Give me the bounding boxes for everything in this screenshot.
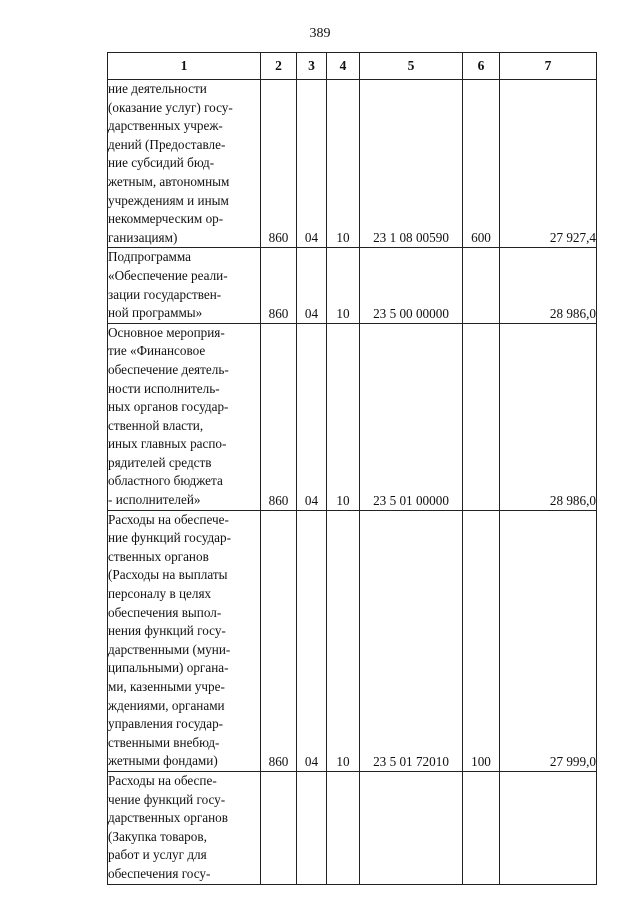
- table-row: [108, 771, 597, 884]
- description-line: обеспечения выпол-: [108, 604, 222, 620]
- description-line: ных органов государ-: [108, 399, 229, 415]
- description-line: - исполнителей»: [108, 492, 201, 508]
- description-line: персоналу в целях: [108, 586, 212, 602]
- description-cell: [108, 80, 261, 248]
- description-line: ственных органов: [108, 548, 209, 564]
- col-7-cell: 27 999,0: [500, 510, 597, 771]
- col-5-cell: 23 5 01 72010: [360, 510, 463, 771]
- description-cell: [108, 771, 261, 884]
- col-5-cell: 23 1 08 00590: [360, 80, 463, 248]
- column-header-6: 6: [463, 53, 500, 80]
- description-line: ственной власти,: [108, 417, 204, 433]
- description-line: обеспечения госу-: [108, 865, 211, 881]
- description-line: управления государ-: [108, 716, 224, 732]
- table-body: [108, 80, 597, 885]
- table-row: [108, 248, 597, 323]
- col-2-cell: 860: [261, 323, 297, 510]
- description-line: (Расходы на выплаты: [108, 567, 228, 583]
- description-cell: [108, 248, 261, 323]
- col-4-cell: 10: [327, 510, 360, 771]
- description-line: дарственных учреж-: [108, 118, 223, 134]
- col-4-cell: 10: [327, 323, 360, 510]
- column-header-5: 5: [360, 53, 463, 80]
- description-line: дарственных органов: [108, 810, 228, 826]
- col-7-cell: 28 986,0: [500, 323, 597, 510]
- col-6-cell: [463, 771, 500, 884]
- column-header-3: 3: [297, 53, 327, 80]
- description-line: дений (Предоставле-: [108, 136, 226, 152]
- description-line: ципальными) органа-: [108, 660, 229, 676]
- col-2-cell: 860: [261, 80, 297, 248]
- description-cell: [108, 510, 261, 771]
- description-line: чение функций госу-: [108, 791, 226, 807]
- column-header-1: 1: [108, 53, 261, 80]
- description-line: ганизациям): [108, 229, 178, 245]
- description-line: жетными фондами): [108, 753, 218, 769]
- description-line: обеспечение деятель-: [108, 361, 229, 377]
- description-line: ние субсидий бюд-: [108, 155, 215, 171]
- description-line: некоммерческим ор-: [108, 211, 224, 227]
- table-row: [108, 323, 597, 510]
- description-line: ние деятельности: [108, 81, 207, 96]
- col-6-cell: 100: [463, 510, 500, 771]
- description-line: рядителей средств: [108, 454, 212, 470]
- description-line: Расходы на обеспече-: [108, 511, 229, 527]
- col-2-cell: 860: [261, 510, 297, 771]
- col-5-cell: [360, 771, 463, 884]
- col-7-cell: [500, 771, 597, 884]
- col-6-cell: 600: [463, 80, 500, 248]
- col-3-cell: [297, 771, 327, 884]
- col-7-cell: 27 927,4: [500, 80, 597, 248]
- col-3-cell: 04: [297, 323, 327, 510]
- col-4-cell: 10: [327, 80, 360, 248]
- description-line: ной программы»: [108, 305, 203, 321]
- description-line: (Закупка товаров,: [108, 828, 207, 844]
- col-5-cell: 23 5 00 00000: [360, 248, 463, 323]
- col-2-cell: 860: [261, 248, 297, 323]
- col-4-cell: 10: [327, 248, 360, 323]
- col-4-cell: [327, 771, 360, 884]
- column-header-7: 7: [500, 53, 597, 80]
- col-6-cell: [463, 248, 500, 323]
- description-line: ственными внебюд-: [108, 734, 220, 750]
- table-row: [108, 80, 597, 248]
- description-line: жетным, автономным: [108, 173, 230, 189]
- col-3-cell: 04: [297, 248, 327, 323]
- description-line: «Обеспечение реали-: [108, 267, 228, 283]
- description-line: тие «Финансовое: [108, 343, 206, 359]
- table-row: [108, 510, 597, 771]
- header-row: [108, 53, 597, 80]
- description-cell: [108, 323, 261, 510]
- col-2-cell: [261, 771, 297, 884]
- budget-table: [107, 52, 597, 885]
- col-3-cell: 04: [297, 510, 327, 771]
- description-line: ми, казенными учре-: [108, 679, 225, 694]
- description-line: Подпрограмма: [108, 249, 192, 265]
- description-line: областного бюджета: [108, 473, 223, 489]
- description-line: (оказание услуг) госу-: [108, 99, 233, 115]
- col-5-cell: 23 5 01 00000: [360, 323, 463, 510]
- description-line: Расходы на обеспе-: [108, 772, 217, 788]
- col-7-cell: 28 986,0: [500, 248, 597, 323]
- col-3-cell: 04: [297, 80, 327, 248]
- description-line: работ и услуг для: [108, 847, 207, 863]
- description-line: ности исполнитель-: [108, 380, 220, 396]
- description-line: зации государствен-: [108, 286, 222, 302]
- description-line: Основное мероприя-: [108, 324, 225, 340]
- description-line: иных главных распо-: [108, 436, 227, 452]
- col-6-cell: [463, 323, 500, 510]
- description-line: нения функций госу-: [108, 623, 226, 639]
- page-number: 389: [309, 26, 331, 41]
- description-line: дарственными (муни-: [108, 641, 231, 657]
- description-line: ние функций государ-: [108, 530, 232, 546]
- column-header-4: 4: [327, 53, 360, 80]
- description-line: ждениями, органами: [108, 697, 225, 713]
- description-line: учреждениям и иным: [108, 192, 229, 208]
- column-header-2: 2: [261, 53, 297, 80]
